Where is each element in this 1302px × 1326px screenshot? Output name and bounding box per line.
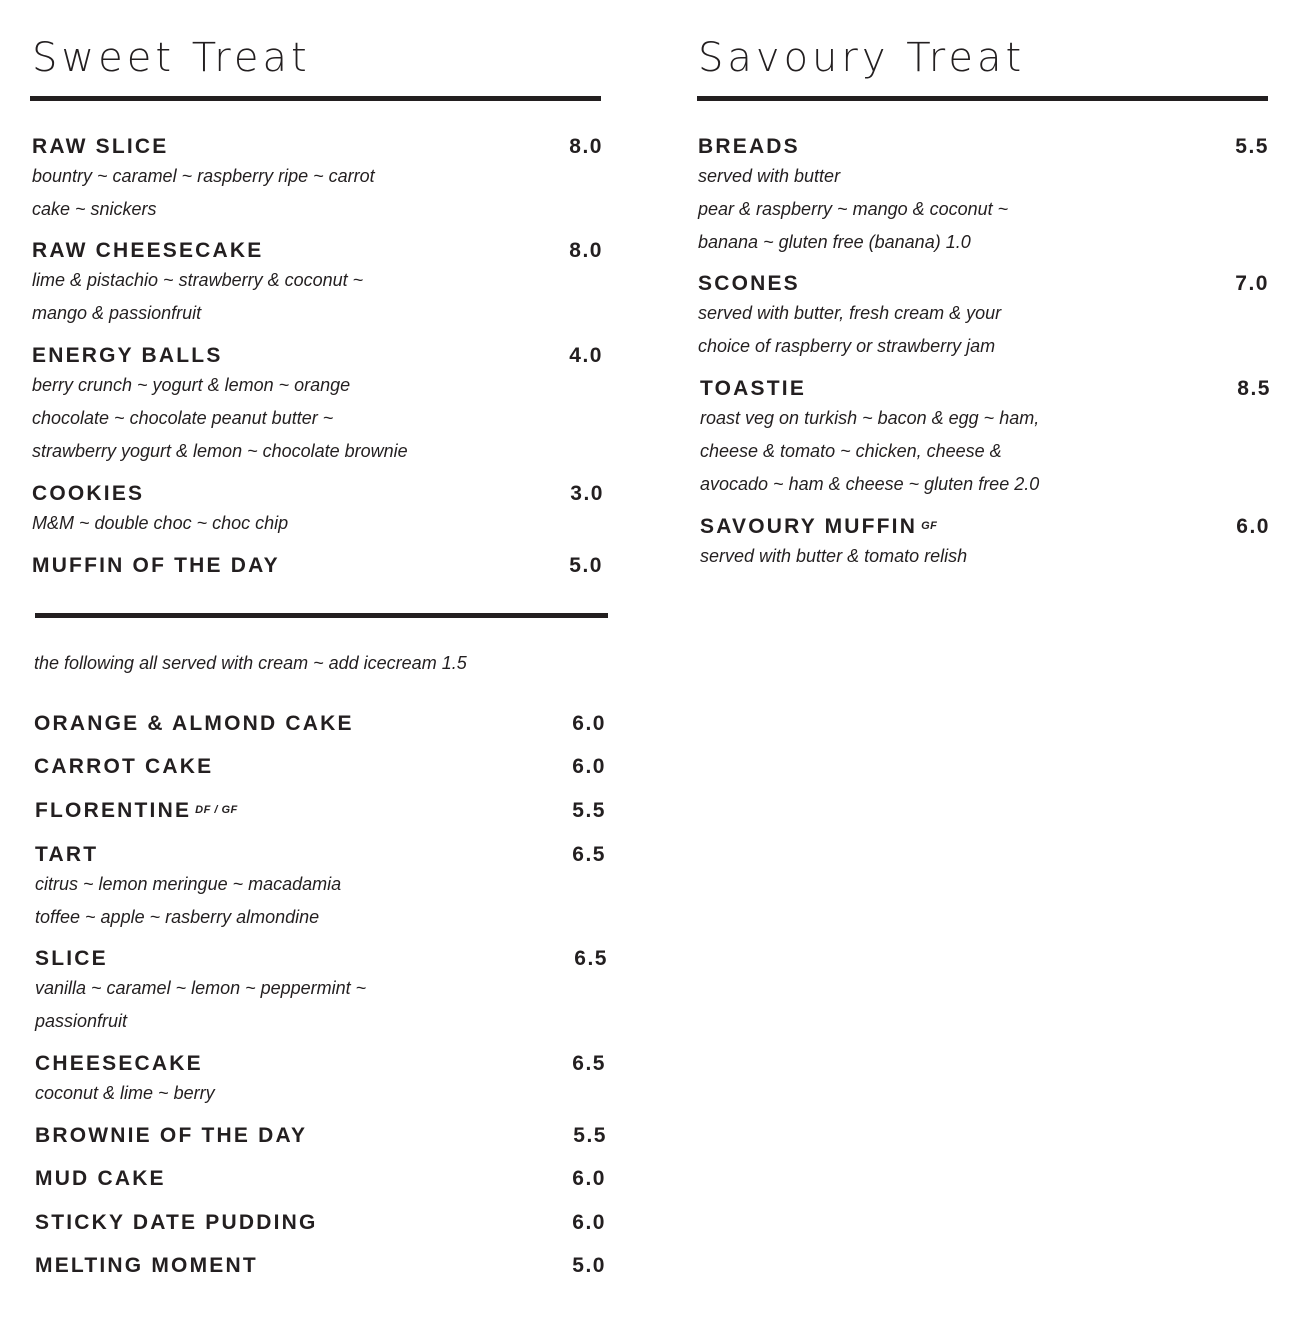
item-name: ENERGY BALLS bbox=[32, 344, 223, 367]
menu-item-sticky-date-pudding bbox=[35, 1210, 606, 1236]
item-description: choice of raspberry or strawberry jam bbox=[698, 336, 996, 356]
item-price: 6.5 bbox=[572, 843, 606, 866]
item-price: 8.0 bbox=[569, 135, 603, 158]
menu-item-cheesecake bbox=[35, 1051, 606, 1110]
item-name: BROWNIE OF THE DAY bbox=[35, 1124, 308, 1147]
item-price: 8.0 bbox=[569, 239, 603, 262]
item-name: FLORENTINE bbox=[35, 799, 192, 822]
item-description: avocado ~ ham & cheese ~ gluten free 2.0 bbox=[700, 474, 1040, 494]
item-price: 6.0 bbox=[572, 1211, 606, 1234]
item-description: bountry ~ caramel ~ raspberry ripe ~ carrot bbox=[32, 166, 375, 186]
item-description: chocolate ~ chocolate peanut butter ~ bbox=[32, 408, 334, 428]
item-description: toffee ~ apple ~ rasberry almondine bbox=[35, 907, 320, 927]
item-name: ORANGE & ALMOND CAKE bbox=[34, 712, 354, 735]
item-description: citrus ~ lemon meringue ~ macadamia bbox=[35, 874, 342, 894]
item-description: cheese & tomato ~ chicken, cheese & bbox=[700, 441, 1002, 461]
menu-item-raw-slice bbox=[32, 134, 603, 226]
item-price: 5.5 bbox=[572, 799, 606, 822]
menu-item-slice bbox=[35, 946, 608, 1038]
item-price: 4.0 bbox=[569, 344, 603, 367]
item-name: TOASTIE bbox=[700, 377, 807, 400]
item-name: BREADS bbox=[698, 135, 800, 158]
menu-item-breads bbox=[698, 134, 1269, 259]
item-description: M&M ~ double choc ~ choc chip bbox=[32, 513, 289, 533]
item-description: banana ~ gluten free (banana) 1.0 bbox=[698, 232, 971, 252]
item-name: SCONES bbox=[698, 272, 800, 295]
item-name: SLICE bbox=[35, 947, 108, 970]
menu-item-toastie bbox=[700, 376, 1271, 501]
sweet-treat-heading: Sweet Treat bbox=[32, 35, 311, 81]
menu-item-carrot-cake bbox=[34, 754, 606, 780]
menu-item-energy-balls bbox=[32, 343, 603, 468]
item-price: 6.5 bbox=[574, 947, 608, 970]
item-description: roast veg on turkish ~ bacon & egg ~ ham, bbox=[700, 408, 1040, 428]
menu-item-muffin-of-the-day bbox=[32, 553, 603, 579]
item-price: 6.0 bbox=[572, 755, 606, 778]
menu-item-melting-moment bbox=[35, 1253, 606, 1279]
menu-item-mud-cake bbox=[35, 1166, 606, 1192]
item-price: 6.0 bbox=[1236, 515, 1270, 538]
item-description: strawberry yogurt & lemon ~ chocolate brownie bbox=[32, 441, 408, 461]
menu-item-cookies bbox=[32, 481, 604, 540]
menu-item-scones bbox=[698, 271, 1269, 363]
item-description: served with butter, fresh cream & your bbox=[698, 303, 1002, 323]
item-price: 5.0 bbox=[572, 1254, 606, 1277]
item-name: CARROT CAKE bbox=[34, 755, 214, 778]
item-name: TART bbox=[35, 843, 99, 866]
item-description: berry crunch ~ yogurt & lemon ~ orange bbox=[32, 375, 351, 395]
item-name: MUFFIN OF THE DAY bbox=[32, 554, 280, 577]
item-name: MELTING MOMENT bbox=[35, 1254, 258, 1277]
dietary-tag: DF / GF bbox=[195, 804, 238, 816]
item-description: served with butter bbox=[698, 166, 841, 186]
cream-note: the following all served with cream ~ add icecream 1.5 bbox=[34, 653, 467, 673]
item-price: 6.0 bbox=[572, 712, 606, 735]
menu-item-brownie-of-the-day bbox=[35, 1123, 607, 1149]
item-description: lime & pistachio ~ strawberry & coconut ~ bbox=[32, 270, 364, 290]
item-name: MUD CAKE bbox=[35, 1167, 166, 1190]
item-description: vanilla ~ caramel ~ lemon ~ peppermint ~ bbox=[35, 978, 367, 998]
item-name: RAW SLICE bbox=[32, 135, 169, 158]
item-price: 5.5 bbox=[573, 1124, 607, 1147]
dietary-tag: GF bbox=[921, 520, 938, 532]
item-description: coconut & lime ~ berry bbox=[35, 1083, 215, 1103]
item-name: COOKIES bbox=[32, 482, 145, 505]
item-price: 7.0 bbox=[1235, 272, 1269, 295]
menu-item-tart bbox=[35, 842, 606, 934]
item-price: 6.0 bbox=[572, 1167, 606, 1190]
item-description: served with butter & tomato relish bbox=[700, 546, 968, 566]
menu-item-orange-almond-cake bbox=[34, 711, 606, 737]
menu-item-florentine bbox=[35, 798, 606, 824]
section-divider bbox=[35, 613, 608, 618]
item-price: 5.5 bbox=[1235, 135, 1269, 158]
heading-divider bbox=[697, 96, 1268, 101]
item-name: SAVOURY MUFFIN bbox=[700, 515, 918, 538]
item-description: cake ~ snickers bbox=[32, 199, 157, 219]
menu-item-savoury-muffin bbox=[700, 514, 1270, 573]
item-description: passionfruit bbox=[35, 1011, 128, 1031]
item-description: mango & passionfruit bbox=[32, 303, 202, 323]
item-name: RAW CHEESECAKE bbox=[32, 239, 264, 262]
item-price: 3.0 bbox=[570, 482, 604, 505]
item-name: STICKY DATE PUDDING bbox=[35, 1211, 318, 1234]
heading-divider bbox=[30, 96, 601, 101]
menu-item-raw-cheesecake bbox=[32, 238, 603, 330]
savoury-treat-heading: Savoury Treat bbox=[698, 35, 1026, 81]
item-name: CHEESECAKE bbox=[35, 1052, 203, 1075]
item-price: 5.0 bbox=[569, 554, 603, 577]
item-price: 6.5 bbox=[572, 1052, 606, 1075]
item-price: 8.5 bbox=[1237, 377, 1271, 400]
item-description: pear & raspberry ~ mango & coconut ~ bbox=[698, 199, 1009, 219]
